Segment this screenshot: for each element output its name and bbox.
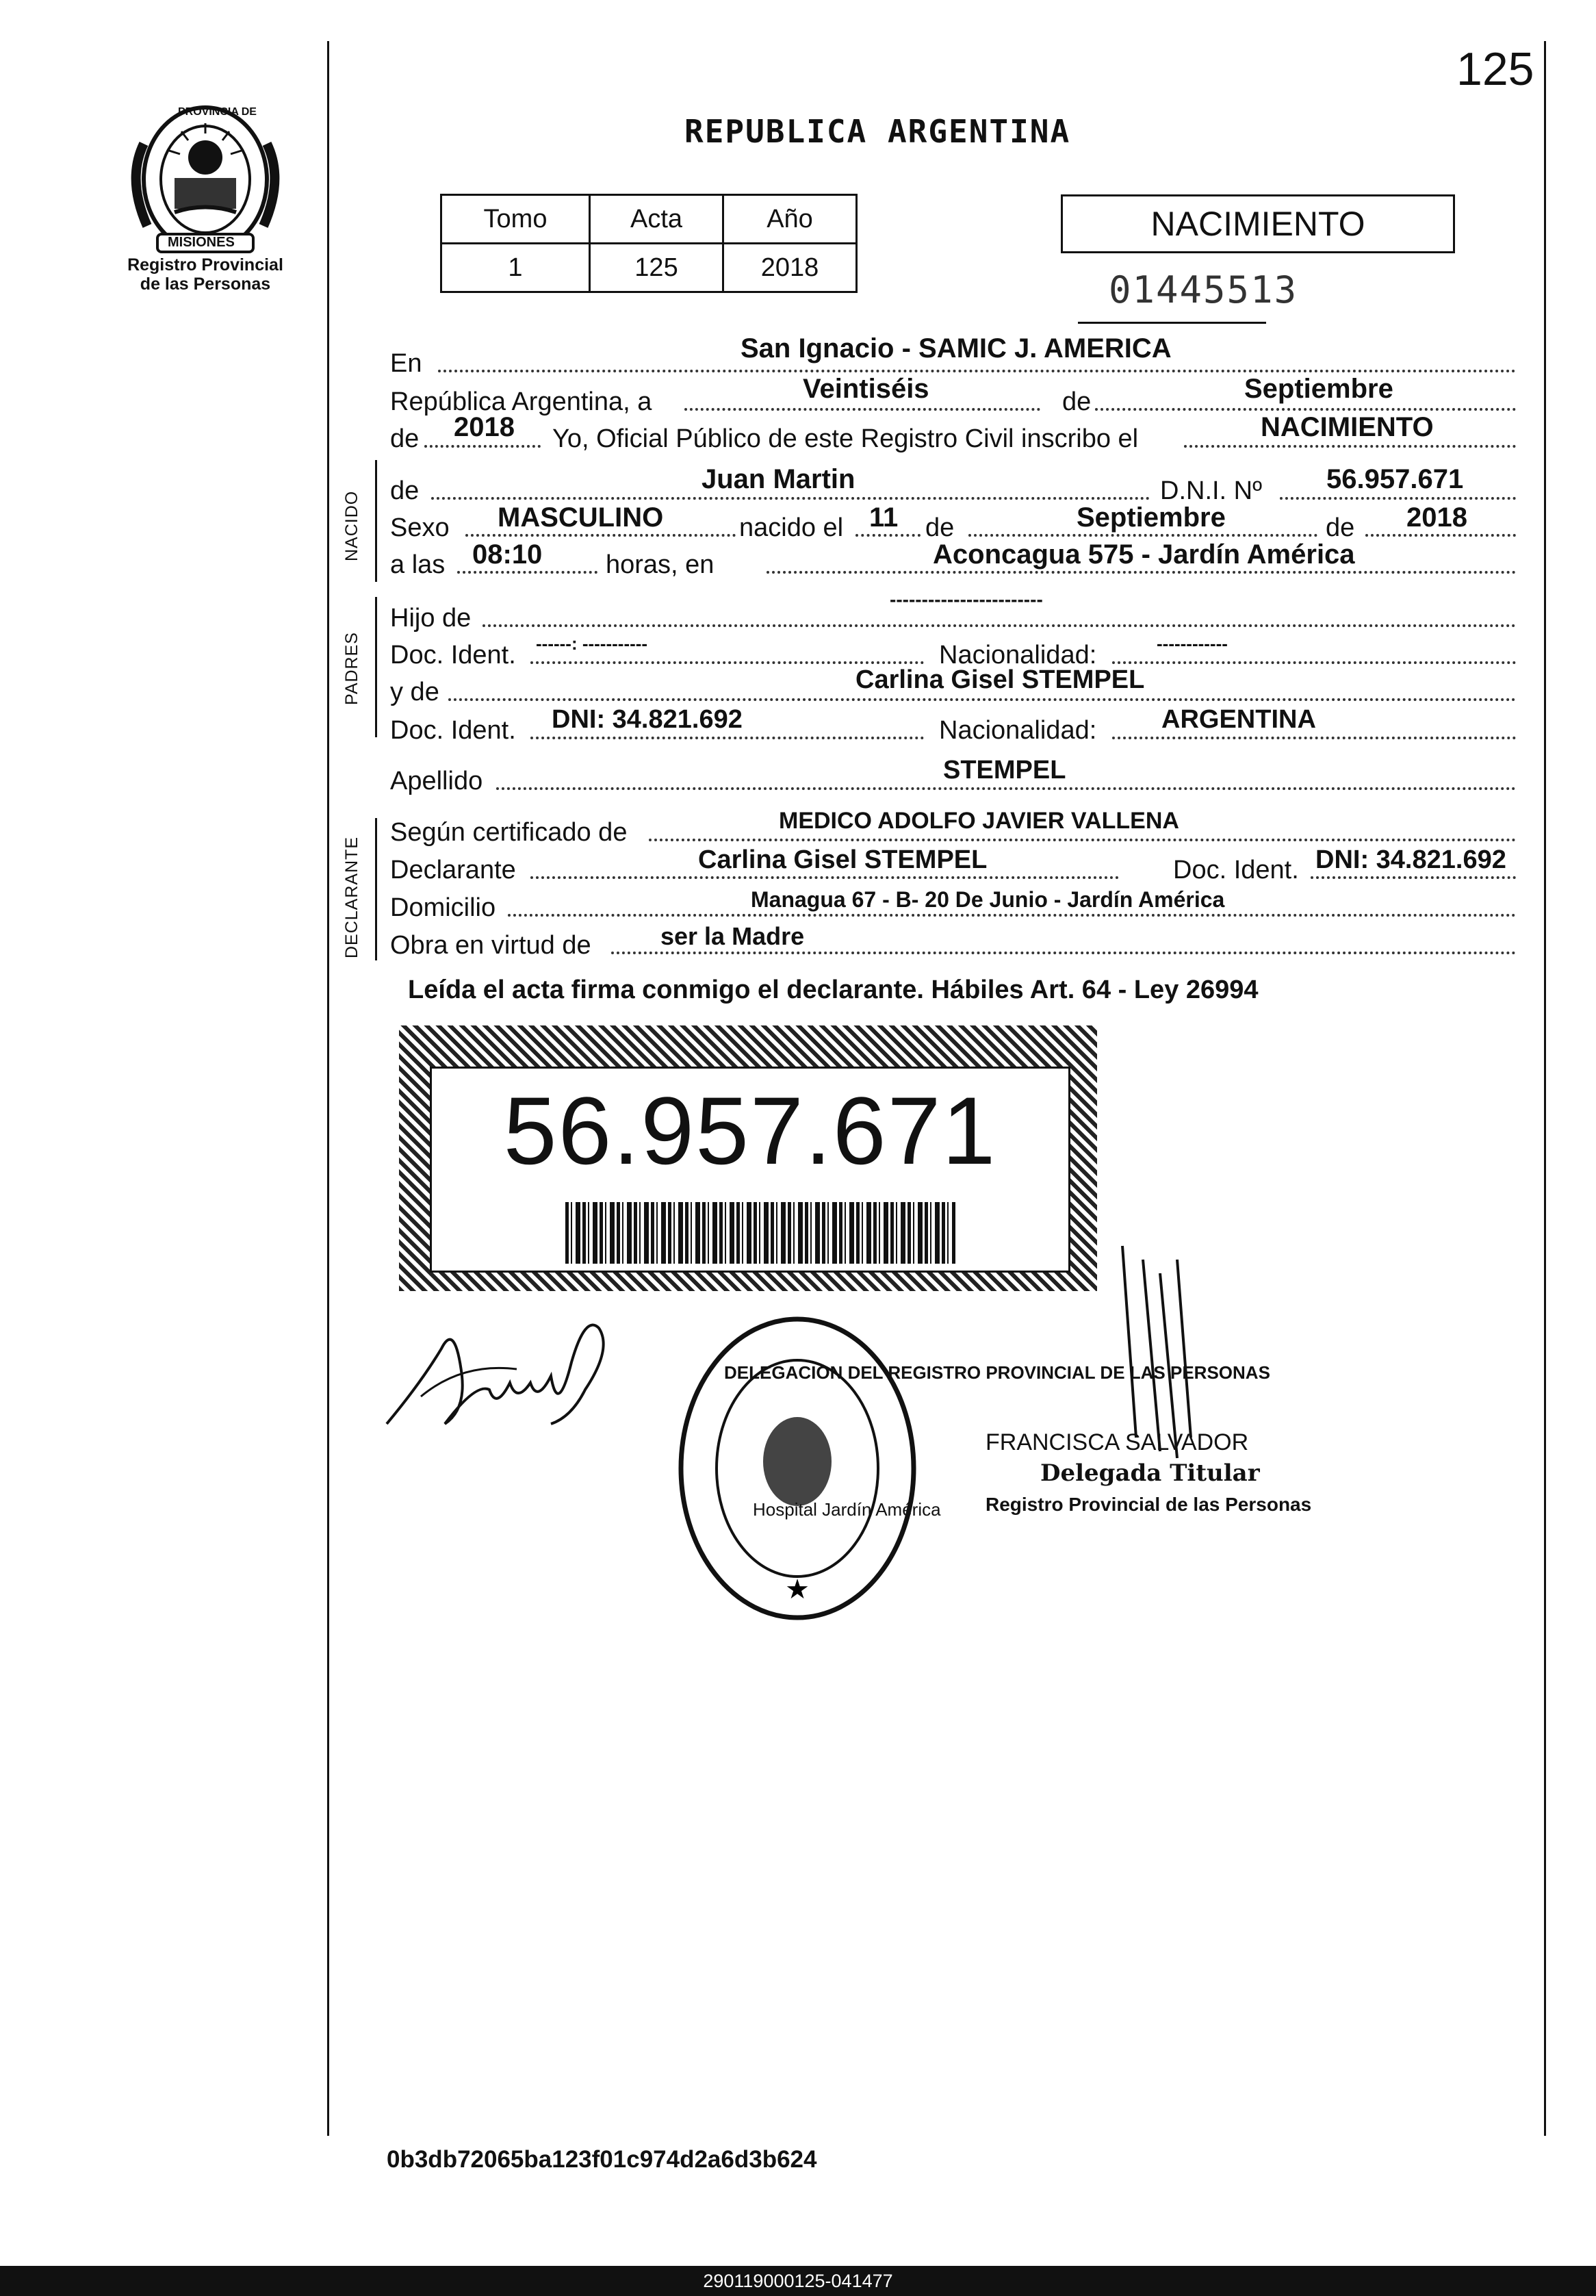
dotted-line [968, 534, 1317, 537]
official-block [986, 1427, 1311, 1520]
dotted-line [448, 698, 1516, 701]
inscribo-value: NACIMIENTO [1261, 412, 1434, 442]
child-name-value: Juan Martin [702, 464, 855, 494]
table-header-anio: Año [723, 195, 857, 244]
de-label: de [1326, 513, 1355, 542]
serial-underline [1078, 322, 1266, 324]
official-name: FRANCISCA SALVADOR [986, 1429, 1249, 1455]
dni-label-sticker [399, 1025, 1097, 1291]
page-number: 125 [1456, 43, 1534, 95]
father-name-value: ------------------------ [890, 589, 1043, 610]
table-header-tomo: Tomo [441, 195, 590, 244]
dotted-line [431, 497, 1150, 500]
certificate-value: MEDICO ADOLFO JAVIER VALLENA [779, 808, 1179, 834]
y-de-label: y de [390, 678, 439, 706]
birth-year-value: 2018 [1406, 502, 1467, 533]
a-las-label: a las [390, 550, 446, 579]
declarante-section-label: DECLARANTE [342, 836, 361, 958]
logo-bottom-text: MISIONES [168, 235, 235, 250]
table-value-anio: 2018 [723, 244, 857, 292]
obra-label: Obra en virtud de [390, 931, 591, 960]
nacionalidad-label: Nacionalidad: [939, 716, 1097, 745]
closing-statement: Leída el acta firma conmigo el declarante. Hábiles Art. 64 - Ley 26994 [408, 975, 1259, 1004]
dni-big-number: 56.957.671 [503, 1077, 997, 1184]
dotted-line [767, 571, 1516, 574]
horas-label: horas, en [606, 550, 715, 579]
registry-label-line2: de las Personas [140, 275, 271, 294]
record-type-box: NACIMIENTO [1061, 194, 1455, 253]
place-value: San Ignacio - SAMIC J. AMERICA [741, 333, 1172, 363]
dni-label-inner [430, 1067, 1070, 1273]
dotted-line [438, 370, 1516, 372]
official-stamp [674, 1311, 921, 1626]
dotted-line [649, 839, 1516, 841]
dotted-line [855, 534, 921, 537]
dotted-line [508, 914, 1516, 917]
province-logo [120, 103, 291, 260]
doc-ident-label: Doc. Ident. [390, 716, 516, 745]
dni-label: D.N.I. Nº [1160, 476, 1262, 505]
mother-doc-value: DNI: 34.821.692 [552, 705, 743, 734]
obra-value: ser la Madre [660, 922, 805, 950]
address-value: Managua 67 - B- 20 De Junio - Jardín América [751, 887, 1225, 912]
dotted-line [1184, 445, 1516, 448]
dotted-line [482, 624, 1516, 627]
signature-left [380, 1301, 633, 1444]
dotted-line [1365, 534, 1516, 537]
mother-name-value: Carlina Gisel STEMPEL [855, 665, 1145, 694]
right-margin-line [1544, 41, 1546, 2136]
dotted-line [1280, 497, 1516, 500]
apellido-value: STEMPEL [943, 756, 1066, 785]
month-value: Septiembre [1244, 374, 1393, 404]
child-dni-value: 56.957.671 [1326, 464, 1464, 494]
stamp-ring-text-visible: DELEGACION DEL REGISTRO PROVINCIAL DE LAS PERSONAS [724, 1362, 1270, 1383]
barcode [565, 1202, 955, 1264]
dotted-line [684, 408, 1040, 411]
de-label: de [925, 513, 955, 542]
dotted-line [611, 952, 1516, 954]
table-header-acta: Acta [590, 195, 723, 244]
apellido-label: Apellido [390, 767, 483, 795]
dotted-line [530, 737, 924, 739]
page-title: REPUBLICA ARGENTINA [684, 113, 1071, 150]
dotted-line [496, 787, 1516, 790]
table-value-tomo: 1 [441, 244, 590, 292]
declarante-label: Declarante [390, 856, 516, 884]
hijo-de-label: Hijo de [390, 604, 472, 633]
official-title: Delegada Titular [1040, 1459, 1260, 1487]
doc-ident-label: Doc. Ident. [390, 641, 516, 669]
registry-label-line1: Registro Provincial [127, 255, 283, 275]
logo-top-text: PROVINCIA DE [178, 106, 257, 118]
svg-text:★: ★ [785, 1574, 810, 1605]
birth-month-value: Septiembre [1077, 502, 1226, 533]
doc-ident-label: Doc. Ident. [1173, 856, 1299, 884]
domicilio-label: Domicilio [390, 893, 496, 922]
dotted-line [424, 445, 541, 448]
stamp-inner-text: Hospital Jardín América [753, 1499, 941, 1520]
dotted-line [1095, 408, 1516, 411]
dotted-line [1112, 661, 1516, 664]
footer-code: 290119000125-041477 [0, 2266, 1596, 2296]
time-value: 08:10 [472, 539, 543, 570]
birth-place-value: Aconcagua 575 - Jardín América [933, 539, 1355, 570]
birth-day-value: 11 [869, 502, 899, 533]
nacido-section-label: NACIDO [342, 490, 361, 561]
section-divider [375, 597, 377, 737]
year-value: 2018 [454, 412, 515, 442]
nacionalidad-label: Nacionalidad: [939, 641, 1097, 669]
dotted-line [530, 876, 1119, 879]
dotted-line [1112, 737, 1516, 739]
en-label: En [390, 349, 422, 378]
de-label: de [390, 424, 420, 453]
serial-number: 01445513 [1109, 268, 1298, 311]
dotted-line [465, 534, 736, 537]
record-table [440, 194, 858, 293]
dotted-line [1311, 876, 1516, 879]
father-doc-value: ------: ----------- [536, 633, 648, 654]
father-nationality-value: ------------ [1157, 633, 1228, 654]
sexo-value: MASCULINO [498, 502, 664, 533]
padres-section-label: PADRES [342, 632, 361, 705]
republica-label: República Argentina, a [390, 387, 652, 416]
de-label: de [390, 476, 420, 505]
day-value: Veintiséis [803, 374, 929, 404]
declarant-doc-value: DNI: 34.821.692 [1315, 845, 1506, 874]
dotted-line [457, 571, 597, 574]
province-coat-of-arms-icon [120, 103, 291, 257]
section-divider [375, 460, 377, 582]
document-hash: 0b3db72065ba123f01c974d2a6d3b624 [387, 2146, 817, 2173]
registry-label [103, 255, 308, 294]
mother-nationality-value: ARGENTINA [1161, 705, 1316, 734]
certificado-label: Según certificado de [390, 818, 628, 847]
de-label: de [1062, 387, 1092, 416]
nacido-el-label: nacido el [739, 513, 844, 542]
sexo-label: Sexo [390, 513, 450, 542]
table-value-acta: 125 [590, 244, 723, 292]
left-margin-line [327, 41, 329, 2136]
section-divider [375, 818, 377, 960]
inscribo-label: Yo, Oficial Público de este Registro Civil inscribo el [552, 424, 1139, 453]
dotted-line [530, 661, 924, 664]
declarant-name-value: Carlina Gisel STEMPEL [698, 845, 988, 874]
official-office: Registro Provincial de las Personas [986, 1494, 1312, 1515]
